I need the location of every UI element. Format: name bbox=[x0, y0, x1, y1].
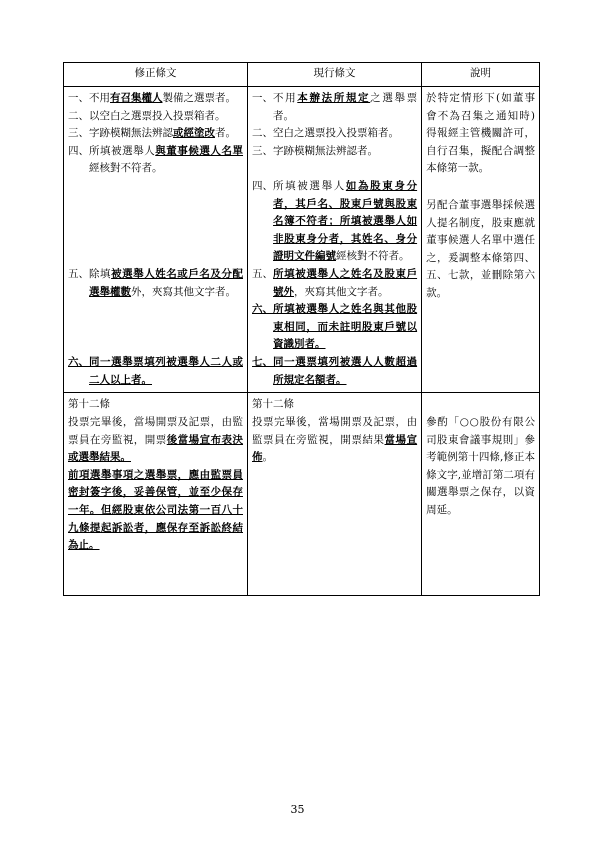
explanation-paragraph: 參酌「○○股份有限公司股東會議事規則」參考範例第十四條,修正本條文字,並增訂第二項有關選舉票之保存，以資周延。 bbox=[426, 415, 535, 516]
plain-text: 經核對不符者。 bbox=[336, 250, 410, 263]
item-text bbox=[273, 125, 417, 143]
item-number: 一、 bbox=[252, 92, 273, 104]
plain-text: 所填被選舉人 bbox=[273, 179, 346, 192]
plain-text: 除填 bbox=[89, 267, 112, 280]
amended-item-2 bbox=[68, 108, 243, 126]
header-row bbox=[64, 63, 540, 87]
amended-item-4 bbox=[68, 143, 243, 178]
row-article-11-items bbox=[64, 87, 540, 393]
emphasized-text: 所填被選舉人之姓名及股東戶號外 bbox=[273, 267, 418, 298]
header-explanation: 說明 bbox=[422, 63, 540, 87]
current-item-2 bbox=[252, 125, 417, 143]
plain-text: 所填被選舉人 bbox=[89, 144, 156, 157]
amended-item-6 bbox=[68, 354, 243, 389]
item-text bbox=[273, 178, 417, 266]
plain-text: 不用 bbox=[89, 92, 110, 104]
emphasized-text: 所填被選舉人之姓名與其他股東相同，而未註明股東戶號以資識別者。 bbox=[273, 303, 418, 351]
emphasized-text: 本辦法所規定 bbox=[297, 92, 371, 104]
item-text bbox=[273, 301, 417, 354]
current-item-1 bbox=[252, 90, 417, 125]
plain-text: 字跡模糊無法辨認 bbox=[89, 127, 173, 140]
emphasized-text: 有召集權人 bbox=[110, 92, 163, 104]
plain-text: 字跡模糊無法辨認者。 bbox=[273, 144, 378, 157]
plain-text: ，夾寫其他文字者。 bbox=[294, 285, 389, 298]
item-number: 三、 bbox=[252, 144, 273, 157]
plain-text: 投票完畢後，當場開票及記票，由監票員在旁監視，開票結果 bbox=[252, 415, 418, 446]
article-title: 第十二條 bbox=[252, 398, 294, 411]
plain-text: 以空白之選票投入投票箱者。 bbox=[89, 109, 226, 122]
article-paragraph-1 bbox=[252, 414, 417, 467]
item-number: 五、 bbox=[68, 267, 89, 280]
explanation-cell-1 bbox=[422, 87, 540, 393]
current-item-6 bbox=[252, 301, 417, 354]
emphasized-text: 或經塗改 bbox=[173, 127, 215, 140]
amended-item-1 bbox=[68, 90, 243, 108]
emphasized-text: 前項選舉事項之選舉票，應由監票員密封簽字後，妥善保管，並至少保存一年。但經股東依公司法第一百八十九條提起訴訟者，應保存至訴訟終結為止。 bbox=[68, 468, 243, 552]
item-number: 四、 bbox=[252, 179, 273, 192]
amended-item-5 bbox=[68, 266, 243, 301]
explanation-paragraph-1: 於特定情形下(如董事會不為召集之通知時)得報經主管機關許可，自行召集，擬配合調整本條第一款。 bbox=[426, 92, 535, 175]
item-text bbox=[273, 143, 417, 161]
article-title: 第十二條 bbox=[68, 398, 110, 411]
current-item-5 bbox=[252, 266, 417, 301]
item-text bbox=[89, 90, 243, 108]
explanation-cell-2 bbox=[422, 393, 540, 596]
item-text bbox=[89, 108, 243, 126]
plain-text: 。 bbox=[262, 451, 273, 464]
current-item-4 bbox=[252, 178, 417, 266]
current-item-3 bbox=[252, 143, 417, 161]
comparison-table bbox=[63, 62, 540, 596]
plain-text: 外，夾寫其他文字者。 bbox=[131, 285, 236, 298]
emphasized-text: 後當場宣布表決或選舉結果。 bbox=[68, 433, 244, 464]
header-current: 現行條文 bbox=[248, 63, 422, 87]
item-number: 三、 bbox=[68, 127, 89, 140]
article-paragraph-2 bbox=[68, 467, 243, 555]
item-number: 七、 bbox=[252, 355, 273, 368]
page-number: 35 bbox=[290, 803, 305, 816]
header-amended: 修正條文 bbox=[64, 63, 248, 87]
plain-text: 不用 bbox=[273, 92, 298, 104]
item-text bbox=[89, 354, 243, 389]
amended-items-cell bbox=[64, 87, 248, 393]
emphasized-text: 與董事候選人名單 bbox=[155, 144, 244, 157]
current-article-12-cell bbox=[248, 393, 422, 596]
plain-text: 經核對不符者。 bbox=[89, 162, 163, 175]
emphasized-text: 當場宣佈 bbox=[252, 433, 418, 464]
amended-article-12-cell bbox=[64, 393, 248, 596]
item-number: 一、 bbox=[68, 92, 89, 104]
amended-item-3 bbox=[68, 125, 243, 143]
explanation-paragraph-2: 另配合董事選舉採候選人提名制度，股東應就董事候選人名單中選任之，爰調整本條第四、五、七款，並刪除第六款。 bbox=[426, 198, 535, 299]
article-paragraph-1 bbox=[68, 414, 243, 467]
item-number: 二、 bbox=[252, 127, 273, 140]
item-text bbox=[89, 143, 243, 178]
current-item-7 bbox=[252, 354, 417, 389]
current-items-cell bbox=[248, 87, 422, 393]
plain-text: 空白之選票投入投票箱者。 bbox=[273, 127, 399, 140]
emphasized-text: 同一選舉票填列被選舉人二人或二人以上者。 bbox=[89, 356, 243, 386]
emphasized-text: 如為股東身分者，其戶名、股東戶號與股東名簿不符者；所填被選舉人如非股東身分者，其姓名、身分證明文件編號 bbox=[273, 179, 418, 263]
item-number: 六、 bbox=[68, 356, 89, 369]
item-number: 四、 bbox=[68, 144, 89, 157]
item-number: 二、 bbox=[68, 109, 89, 122]
plain-text: 投票完畢後，當場開票及記票，由監票員在旁監視，開票 bbox=[68, 415, 243, 446]
item-number: 六、 bbox=[252, 303, 273, 316]
emphasized-text: 被選舉人姓名或戶名及分配選舉權數 bbox=[89, 267, 244, 298]
row-article-12 bbox=[64, 393, 540, 596]
plain-text: 之選舉票者。 bbox=[273, 92, 418, 122]
item-text bbox=[89, 125, 243, 143]
item-text bbox=[273, 354, 417, 389]
item-text bbox=[273, 90, 417, 125]
item-text bbox=[273, 266, 417, 301]
plain-text: 者。 bbox=[215, 127, 236, 140]
item-text bbox=[89, 266, 243, 301]
emphasized-text: 同一選票填列被選人人數超過所規定名額者。 bbox=[273, 355, 418, 386]
plain-text: 製備之選票者。 bbox=[162, 92, 236, 104]
item-number: 五、 bbox=[252, 267, 273, 280]
